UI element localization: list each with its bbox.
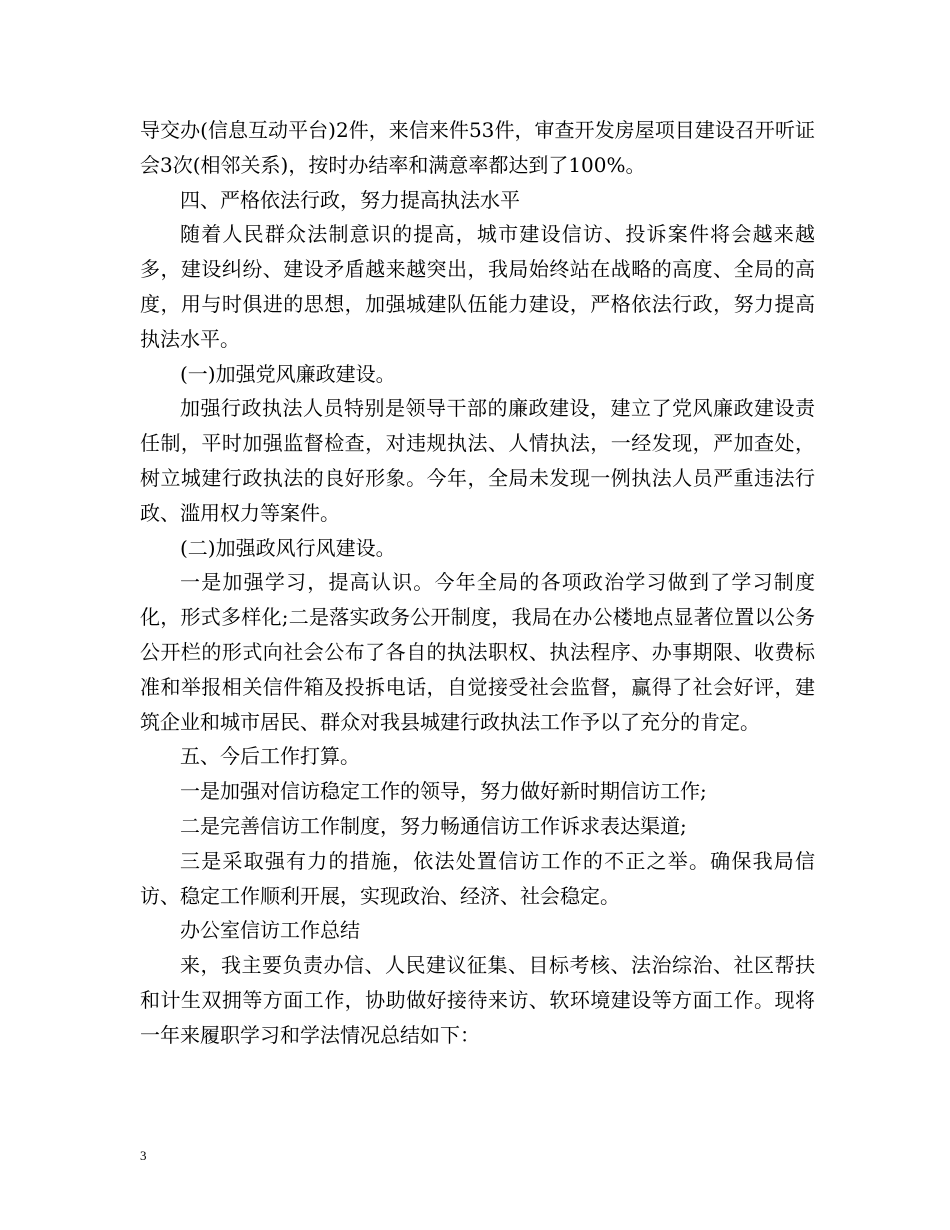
section-heading-4: 四、严格依法行政，努力提高执法水平	[180, 187, 520, 212]
plan-item-1: 一是加强对信访稳定工作的领导，努力做好新时期信访工作;	[180, 779, 707, 804]
paragraph: 一是加强学习，提高认识。今年全局的各项政治学习做到了学习制度化，形式多样化;二是落实政务公开制度，我局在办公楼地点显著位置以公务公开栏的形式向社会公布了各自的执法职权、执法程序、办事期限、收费标准和举报相关信件箱及投拆电话，自觉接受社会监督，赢得了社会好评，建筑企业和城市居民、群众对我县城建行政执法工作予以了充分的肯定。	[140, 570, 815, 734]
article-title: 办公室信访工作总结	[180, 918, 360, 943]
plan-item-2: 二是完善信访工作制度，努力畅通信访工作诉求表达渠道;	[180, 813, 687, 838]
paragraph-continuation: 导交办(信息互动平台)2件，来信来件53件，审查开发房屋项目建设召开听证会3次(相邻关系)，按时办结率和满意率都达到了100%。	[140, 118, 815, 177]
paragraph: 加强行政执法人员特别是领导干部的廉政建设，建立了党风廉政建设责任制，平时加强监督检查，对违规执法、人情执法，一经发现，严加查处，树立城建行政执法的良好形象。今年，全局未发现一例执法人员严重违法行政、滥用权力等案件。	[140, 396, 815, 525]
subheading-1: (一)加强党风廉政建设。	[180, 361, 396, 386]
page-number: 3	[140, 1148, 147, 1163]
subheading-2: (二)加强政风行风建设。	[180, 535, 396, 560]
paragraph: 来，我主要负责办信、人民建议征集、目标考核、法治综治、社区帮扶和计生双拥等方面工作，协助做好接待来访、软环境建设等方面工作。现将一年来履职学习和学法情况总结如下：	[140, 953, 815, 1047]
paragraph: 随着人民群众法制意识的提高，城市建设信访、投诉案件将会越来越多，建设纠纷、建设矛盾越来越突出，我局始终站在战略的高度、全局的高度，用与时俱进的思想，加强城建队伍能力建设，严格依法行政，努力提高执法水平。	[140, 222, 815, 351]
document-body	[140, 113, 815, 1053]
section-heading-5: 五、今后工作打算。	[180, 744, 360, 769]
plan-item-3: 三是采取强有力的措施，依法处置信访工作的不正之举。确保我局信访、稳定工作顺利开展，实现政治、经济、社会稳定。	[140, 848, 815, 908]
